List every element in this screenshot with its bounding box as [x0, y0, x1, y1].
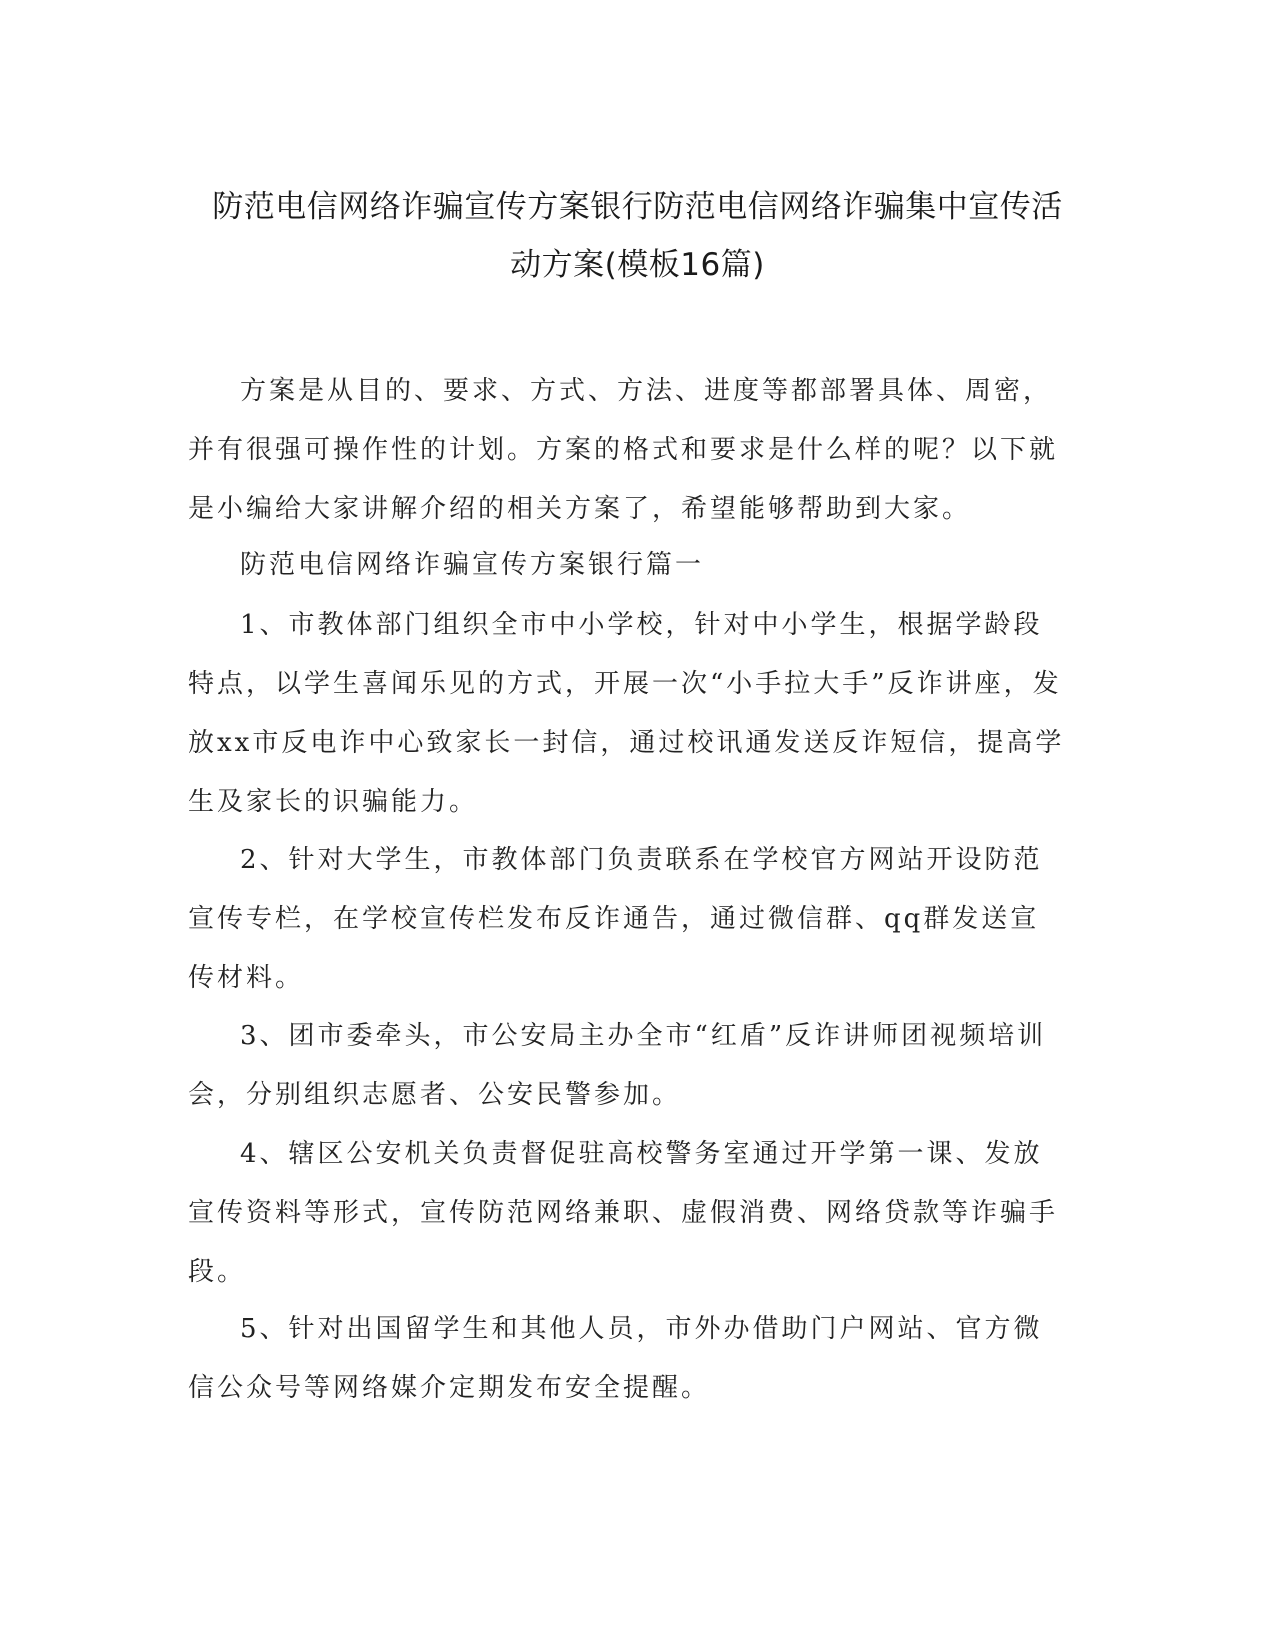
document-title	[150, 178, 1125, 294]
document-title-line-2: 动方案(模板16篇)	[510, 247, 765, 283]
list-item-block	[188, 1125, 1068, 1302]
intro-paragraph-block	[188, 362, 1068, 539]
list-item: 3、团市委牵头，市公安局主办全市“红盾”反诈讲师团视频培训会，分别组织志愿者、公安民警参加。	[188, 1021, 1047, 1110]
list-item: 5、针对出国留学生和其他人员，市外办借助门户网站、官方微信公众号等网络媒介定期发布安全提醒。	[188, 1314, 1043, 1403]
list-item: 1、市教体部门组织全市中小学校，针对中小学生，根据学龄段特点，以学生喜闻乐见的方式，开展一次“小手拉大手”反诈讲座，发放xx市反电诈中心致家长一封信，通过校讯通发送反诈短信，提高学生及家长的识骗能力。	[188, 610, 1065, 817]
section-heading: 防范电信网络诈骗宣传方案银行篇一	[240, 550, 705, 580]
list-item-block	[188, 1007, 1068, 1125]
list-item: 4、辖区公安机关负责督促驻高校警务室通过开学第一课、发放宣传资料等形式，宣传防范网络兼职、虚假消费、网络贷款等诈骗手段。	[188, 1139, 1059, 1287]
list-item-block	[188, 1300, 1068, 1418]
document-title-line-1: 防范电信网络诈骗宣传方案银行防范电信网络诈骗集中宣传活	[212, 189, 1063, 225]
intro-paragraph: 方案是从目的、要求、方式、方法、进度等都部署具体、周密，并有很强可操作性的计划。方案的格式和要求是什么样的呢？以下就是小编给大家讲解介绍的相关方案了，希望能够帮助到大家。	[188, 376, 1059, 524]
list-item-block	[188, 596, 1068, 832]
list-item-block	[188, 831, 1068, 1008]
section-heading-block	[188, 536, 1068, 595]
list-item: 2、针对大学生，市教体部门负责联系在学校官方网站开设防范宣传专栏，在学校宣传栏发布反诈通告，通过微信群、qq群发送宣传材料。	[188, 845, 1043, 993]
